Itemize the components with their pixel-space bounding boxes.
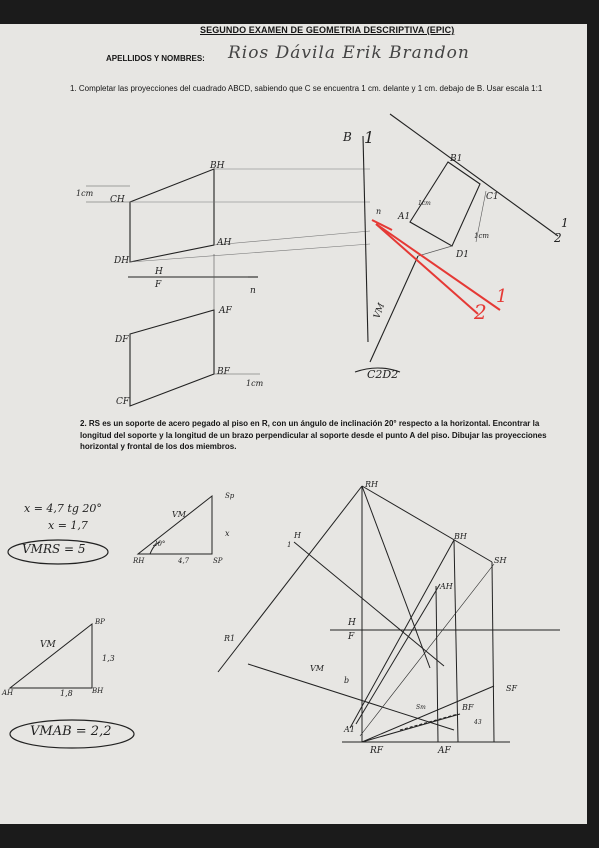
construction-vm: VM <box>310 664 324 673</box>
label-ch: CH <box>110 195 125 205</box>
tri1-rh: RH <box>133 557 145 565</box>
construction-rf: RF <box>370 746 384 756</box>
red-label-1: 1 <box>496 286 508 307</box>
label-1cm-bottom: 1cm <box>246 379 264 388</box>
label-n-small: n <box>376 207 382 216</box>
equation-4: VMAB = 2,2 <box>30 724 112 739</box>
construction-rh: RH <box>365 480 378 489</box>
construction-sh: SH <box>494 556 507 565</box>
label-axis-b: B <box>343 130 352 144</box>
construction-r1: R1 <box>224 634 236 643</box>
tri2-bh: BH <box>92 687 104 695</box>
equation-2: x = 1,7 <box>48 519 88 532</box>
label-bh: BH <box>210 161 225 171</box>
label-df: DF <box>115 335 129 345</box>
tri2-side: 1,3 <box>102 654 115 663</box>
construction-f-right: F <box>348 632 355 642</box>
tri1-sp: SP <box>213 557 223 565</box>
construction-af: AF <box>438 746 451 756</box>
label-vm: VM <box>372 301 388 321</box>
question-2-text: 2. RS es un soporte de acero pegado al piso en R, con un ángulo de inclinación 20° respecto a la horizontal. Encontrar la longitud del soporte y la longitud de un brazo perpendicular al soporte desde el punto A del piso. Dibujar las proyecciones horizontal y frontal de los dos miembros. <box>80 419 547 451</box>
label-line-1: 1 <box>561 216 569 230</box>
question-1-text: 1. Completar las proyecciones del cuadrado ABCD, sabiendo que C se encuentra 1 cm. delante y 1 cm. debajo de B. Usar escala 1:1 <box>70 84 543 93</box>
label-af: AF <box>219 306 232 316</box>
label-c1: C1 <box>486 192 499 202</box>
drawing-1-lines <box>0 24 587 824</box>
construction-sf: SF <box>506 684 518 693</box>
tri1-angle: 20° <box>153 540 166 548</box>
label-line-2: 2 <box>554 231 562 245</box>
label-h: H <box>155 267 163 277</box>
label-cf: CF <box>116 397 130 407</box>
label-axis-1: 1 <box>364 128 375 147</box>
construction-mark: 43 <box>474 719 482 726</box>
exam-sheet <box>0 24 587 824</box>
label-d1: D1 <box>456 250 469 260</box>
construction-bh: BH <box>454 532 467 541</box>
construction-bf: BF <box>462 703 474 712</box>
tri2-vm: VM <box>40 640 56 650</box>
construction-one: 1 <box>287 541 292 549</box>
label-1cm-right: 1cm <box>474 232 490 240</box>
equation-1: x = 4,7 tg 20° <box>24 502 102 515</box>
exam-title: SEGUNDO EXAMEN DE GEOMETRIA DESCRIPTIVA (EPIC) <box>200 25 455 35</box>
label-a1: A1 <box>398 212 411 222</box>
tri2-ah: AH <box>2 689 14 697</box>
label-b1: B1 <box>450 154 463 164</box>
label-ah: AH <box>217 238 232 248</box>
tri1-sh: Sp <box>225 492 235 500</box>
tri2-base: 1,8 <box>60 689 73 698</box>
construction-b: b <box>344 676 350 685</box>
names-label: APELLIDOS Y NOMBRES: <box>106 54 205 63</box>
top-view-square <box>130 169 214 262</box>
construction-h-top: H <box>294 531 301 540</box>
tri2-bp: BP <box>95 618 105 626</box>
equation-3: VMRS = 5 <box>22 542 86 556</box>
label-1cm-left: 1cm <box>76 189 94 198</box>
label-f: F <box>155 280 162 290</box>
label-c2d2: C2D2 <box>367 368 399 381</box>
label-dh: DH <box>114 256 130 266</box>
construction-ah: AH <box>440 582 453 591</box>
label-bf: BF <box>217 367 230 377</box>
label-n: n <box>250 286 256 296</box>
tri1-base: 4,7 <box>178 557 190 565</box>
front-view-square <box>130 310 214 406</box>
construction-sm: Sm <box>416 704 426 711</box>
construction-h-right: H <box>348 618 356 628</box>
construction-a1: A1 <box>344 725 355 734</box>
tri1-vm: VM <box>172 510 186 519</box>
tri1-x: x <box>225 529 230 538</box>
names-value: Rios Dávila Erik Brandon <box>228 43 470 63</box>
label-1cm-small: 1cm <box>418 200 431 207</box>
red-label-2: 2 <box>474 300 487 324</box>
drawing-2-lines <box>10 486 560 742</box>
